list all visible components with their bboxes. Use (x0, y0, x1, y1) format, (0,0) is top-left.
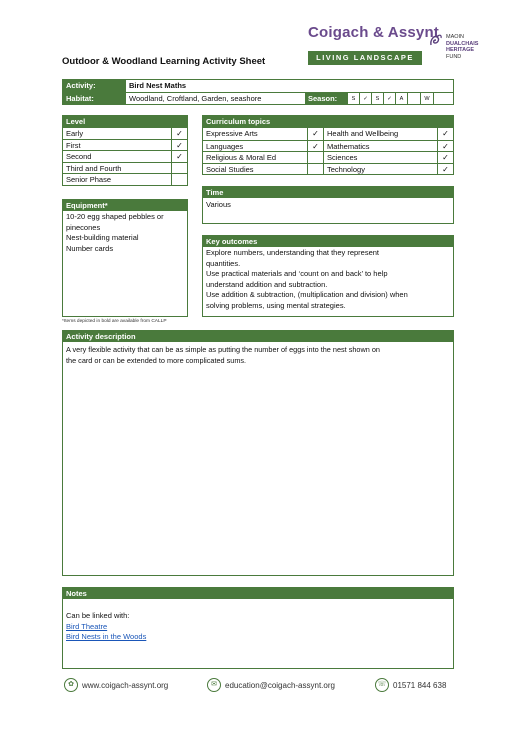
curriculum-label: Mathematics (327, 141, 370, 151)
check-mark: ✓ (171, 140, 187, 151)
description-line: the card or can be extended to more complicated sums. (66, 355, 247, 365)
curriculum-right-column (324, 128, 453, 174)
level-row (63, 139, 187, 151)
activity-header-table (62, 79, 454, 105)
description-box (62, 330, 454, 576)
curriculum-grid (203, 127, 453, 174)
email-text: education@coigach-assynt.org (225, 680, 335, 690)
level-label: First (66, 140, 81, 150)
curriculum-row (324, 151, 453, 163)
check-mark (171, 163, 187, 174)
habitat-label: Habitat: (63, 93, 125, 104)
curriculum-box (202, 115, 454, 175)
equipment-box (62, 199, 188, 317)
description-heading: Activity description (63, 331, 453, 342)
curriculum-row (324, 140, 453, 152)
check-mark: ✓ (437, 141, 453, 152)
outcome-line: solving problems, using mental strategies. (206, 300, 346, 310)
season-letter: A (395, 93, 407, 104)
outcome-line: Use practical materials and ‘count on and back’ to help (206, 269, 388, 278)
notes-body (63, 599, 453, 645)
level-row (63, 162, 187, 174)
check-mark: ✓ (437, 128, 453, 140)
equipment-line: Nest-building material (66, 233, 139, 242)
outcomes-box (202, 235, 454, 317)
curriculum-row (324, 128, 453, 140)
level-heading: Level (63, 116, 187, 127)
activity-label: Activity: (63, 80, 125, 92)
level-row (63, 150, 187, 162)
description-text (63, 342, 453, 368)
check-mark: ✓ (171, 151, 187, 162)
curriculum-heading: Curriculum topics (203, 116, 453, 127)
phone-icon: ☏ (375, 678, 389, 692)
season-label: Season: (305, 93, 347, 104)
time-value: Various (206, 200, 231, 209)
notes-intro: Can be linked with: (66, 611, 130, 620)
brand-logo: Coigach & Assynt (308, 24, 440, 41)
fund-line-4: FUND (446, 53, 462, 60)
heritage-fund-logo (446, 34, 478, 60)
outcome-line: quantities. (206, 258, 241, 268)
footer-email[interactable] (207, 678, 335, 692)
check-mark: ✓ (437, 164, 453, 175)
notes-box (62, 587, 454, 669)
level-row (63, 127, 187, 139)
fund-line-2: DUALCHAIS (446, 40, 479, 47)
brand-bar: LIVING LANDSCAPE (308, 51, 422, 65)
outcome-line: understand addition and subtraction. (206, 279, 328, 289)
curriculum-row (324, 163, 453, 175)
time-box (202, 186, 454, 224)
season-letter: W (420, 93, 433, 104)
season-check (433, 93, 453, 104)
level-box (62, 115, 188, 186)
check-mark (307, 164, 323, 175)
bird-nests-link[interactable]: Bird Nests in the Woods (66, 632, 147, 641)
heritage-fund-icon (428, 31, 444, 49)
outcome-line: Use addition & subtraction, (multiplication and division) when (206, 290, 408, 299)
globe-icon: ✿ (64, 678, 78, 692)
email-icon: ✉ (207, 678, 221, 692)
time-heading: Time (203, 187, 453, 198)
habitat-value: Woodland, Croftland, Garden, seashore (125, 93, 305, 104)
curriculum-label: Technology (327, 164, 365, 174)
curriculum-label: Religious & Moral Ed (206, 153, 277, 162)
curriculum-label: Languages (206, 141, 244, 151)
curriculum-row (203, 128, 323, 140)
equipment-line: 10-20 egg shaped pebbles or (66, 212, 164, 221)
season-check: ✓ (359, 93, 371, 104)
curriculum-row (203, 163, 323, 175)
level-row (63, 173, 187, 185)
outcomes-list (203, 247, 453, 313)
season-check (407, 93, 420, 104)
curriculum-row (203, 151, 323, 163)
description-line: A very flexible activity that can be as simple as putting the number of eggs into the nest shown on (66, 345, 380, 354)
equipment-line: pinecones (66, 222, 101, 232)
check-mark (171, 174, 187, 185)
season-letter: S (371, 93, 383, 104)
activity-value: Bird Nest Maths (125, 80, 453, 92)
check-mark: ✓ (437, 152, 453, 163)
season-check: ✓ (383, 93, 395, 104)
level-label: Second (66, 152, 92, 161)
activity-row (63, 80, 453, 92)
equipment-line: Number cards (66, 243, 114, 253)
footer-website[interactable] (64, 678, 168, 692)
level-label: Senior Phase (66, 175, 112, 184)
check-mark: ✓ (171, 128, 187, 139)
equipment-footnote: *Items depicted in bold are available from CALLP (62, 319, 167, 324)
notes-heading: Notes (63, 588, 453, 599)
curriculum-label: Social Studies (206, 164, 254, 174)
level-label: Third and Fourth (66, 163, 122, 173)
check-mark: ✓ (307, 128, 323, 140)
footer-phone[interactable] (375, 678, 446, 692)
equipment-list (63, 211, 187, 256)
level-label: Early (66, 129, 84, 138)
fund-line-1: MAOIN (446, 34, 465, 40)
curriculum-label: Sciences (327, 153, 358, 162)
equipment-heading: Equipment* (63, 200, 187, 211)
fund-line-3: HERITAGE (446, 47, 475, 53)
phone-text: 01571 844 638 (393, 680, 447, 690)
website-text: www.coigach-assynt.org (82, 680, 169, 690)
bird-theatre-link[interactable]: Bird Theatre (66, 621, 108, 631)
habitat-row (63, 92, 453, 104)
check-mark: ✓ (307, 141, 323, 152)
curriculum-label: Health and Wellbeing (327, 129, 399, 138)
curriculum-left-column (203, 128, 324, 174)
check-mark (307, 152, 323, 163)
outcomes-heading: Key outcomes (203, 236, 453, 247)
page-title: Outdoor & Woodland Learning Activity Sheet (62, 56, 266, 67)
season-letter: S (347, 93, 359, 104)
curriculum-label: Expressive Arts (206, 129, 258, 138)
curriculum-row (203, 140, 323, 152)
outcome-line: Explore numbers, understanding that they represent (206, 248, 380, 257)
